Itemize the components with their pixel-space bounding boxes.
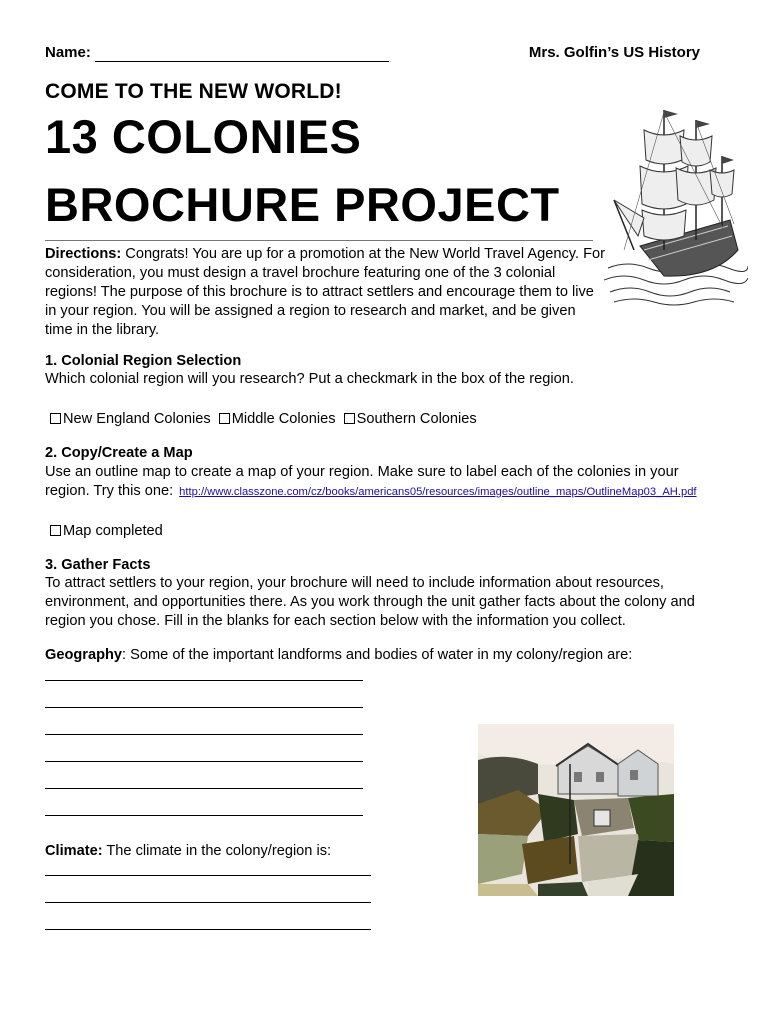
section-1-text: Which colonial region will you research? Put a checkmark in the box of the region. — [45, 371, 574, 387]
page-title-line-2: BROCHURE PROJECT — [45, 178, 560, 231]
section-1-heading: 1. Colonial Region Selection — [45, 353, 242, 369]
geography-blank-1[interactable] — [45, 680, 363, 681]
checkbox-southern[interactable] — [344, 413, 355, 424]
climate-blank-2[interactable] — [45, 902, 371, 903]
geography-prompt — [45, 646, 725, 665]
page-title-line-1: 13 COLONIES — [45, 110, 362, 163]
outline-map-link[interactable]: http://www.classzone.com/cz/books/americans05/resources/images/outline_maps/OutlineMap03_AH.pdf — [179, 486, 697, 498]
map-completed-option[interactable] — [50, 522, 163, 541]
section-2-body: Use an outline map to create a map of your region. Make sure to label each of the colonies in your region. Try this one: — [45, 464, 679, 499]
geography-text: : Some of the important landforms and bodies of water in my colony/region are: — [122, 647, 633, 663]
name-blank[interactable] — [95, 61, 389, 62]
climate-blank-3[interactable] — [45, 929, 371, 930]
section-3-heading: 3. Gather Facts — [45, 557, 151, 573]
region-option-southern[interactable] — [344, 411, 477, 427]
geography-blank-2[interactable] — [45, 707, 363, 708]
region-checkbox-group — [50, 410, 481, 429]
climate-text: The climate in the colony/region is: — [102, 843, 332, 859]
section-2-text — [45, 463, 725, 502]
label-middle: Middle Colonies — [231, 411, 336, 427]
label-new-england: New England Colonies — [63, 411, 211, 427]
climate-label: Climate: — [45, 843, 103, 859]
name-label: Name: — [45, 44, 91, 61]
checkbox-new-england[interactable] — [50, 413, 61, 424]
section-2-heading: 2. Copy/Create a Map — [45, 445, 193, 461]
climate-prompt — [45, 842, 725, 861]
teacher-course: Mrs. Golfin’s US History — [528, 44, 700, 61]
geography-blank-3[interactable] — [45, 734, 363, 735]
geography-label: Geography — [45, 647, 123, 663]
region-option-new-england[interactable] — [50, 411, 211, 427]
directions-text: Congrats! You are up for a promotion at the New World Travel Agency. For consideration, you must design a travel brochure featuring one of the 3 colonial regions! The purpose of this brochure is to attract settlers and encourage them to live in your region. You will be assigned a region to research and market, and be given time in the library. — [45, 246, 605, 338]
label-southern: Southern Colonies — [356, 411, 477, 427]
title-divider — [45, 240, 593, 241]
colonial-village-illustration — [478, 724, 674, 896]
subtitle: COME TO THE NEW WORLD! — [45, 80, 342, 103]
climate-blank-1[interactable] — [45, 875, 371, 876]
checkbox-map-completed[interactable] — [50, 525, 61, 536]
directions-label: Directions: — [45, 246, 122, 262]
directions-paragraph — [45, 245, 605, 340]
checkbox-middle[interactable] — [219, 413, 230, 424]
sailing-ship-illustration — [604, 100, 748, 308]
region-option-middle[interactable] — [219, 411, 336, 427]
geography-blank-5[interactable] — [45, 788, 363, 789]
geography-blank-4[interactable] — [45, 761, 363, 762]
section-3-text: To attract settlers to your region, your brochure will need to include information about resources, environment, and opportunities there. As you work through the unit gather facts about the colony and region you chose. Fill in the blanks for each section below with the information you collect. — [45, 575, 695, 629]
label-map-completed: Map completed — [63, 523, 163, 539]
geography-blank-6[interactable] — [45, 815, 363, 816]
